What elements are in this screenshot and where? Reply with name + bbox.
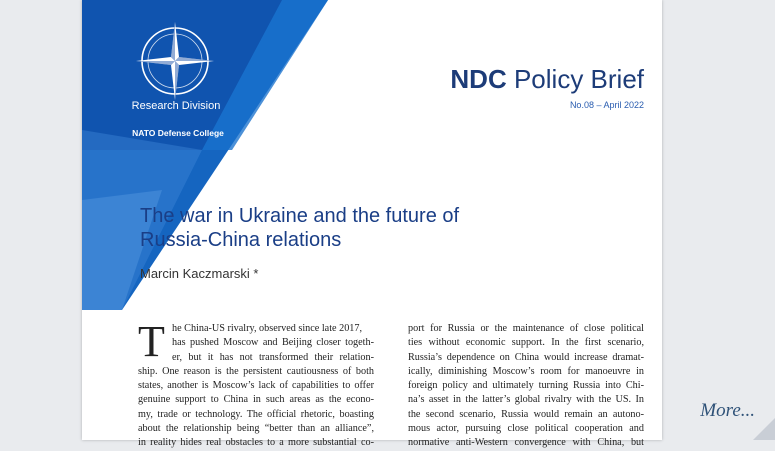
title-line: The war in Ukraine and the future of <box>140 205 460 227</box>
author-name: Marcin Kaczmarski * <box>140 266 259 281</box>
body-line: normative anti-Western convergence with China, but <box>408 437 644 449</box>
body-line: port for Russia or the maintenance of close political <box>408 323 644 334</box>
body-column-left <box>138 317 374 451</box>
body-line: my, trade or technology. The official rhetoric, boasting <box>138 408 374 420</box>
body-line: ship. One reason is the persistent cautiousness of both <box>138 365 374 377</box>
brand-strong: NDC <box>450 64 507 94</box>
article-title <box>140 204 580 252</box>
body-line: in reality hides real obstacles to a more substantial co- <box>138 437 374 449</box>
title-line: Russia-China relations <box>140 229 342 251</box>
body-line: about the relationship being “better than an alliance”, <box>138 423 374 435</box>
brand-title <box>450 64 644 95</box>
page-curl-icon <box>753 418 775 440</box>
body-line: states, another is Moscow’s lack of capabilities to offer <box>138 380 374 392</box>
body-line: the second scenario, Russia would remain an autono- <box>408 408 644 420</box>
body-line: ically, diminishing Moscow’s room for manoeuvre in <box>408 365 644 377</box>
body-line: mous actor, pursuing close political cooperation and <box>408 423 644 435</box>
body-column-right <box>408 322 644 451</box>
research-division-label: Research Division <box>131 100 221 112</box>
more-link[interactable]: More... <box>700 400 755 421</box>
issue-number: No.08 – April 2022 <box>569 100 644 110</box>
brand-rest: Policy Brief <box>506 64 644 94</box>
body-line: er, but it has not transformed their relation- <box>172 351 374 363</box>
body-line: genuine support to China in such areas as the econo- <box>138 394 374 406</box>
college-label: NATO Defense College <box>132 128 224 138</box>
body-line: he China-US rivalry, observed since late 2017, <box>172 323 363 334</box>
body-line: Russia’s dependence on China would increase dramat- <box>408 351 644 363</box>
body-line: has pushed Moscow and Beijing closer togeth- <box>172 337 374 349</box>
body-line: ties without economic support. In the first scenario, <box>408 337 644 349</box>
document-page <box>82 0 662 449</box>
drop-cap: T <box>138 317 165 366</box>
nato-star-icon <box>134 20 216 102</box>
body-line: na’s asset in the latter’s global rivalry with the US. In <box>408 394 644 406</box>
body-line: foreign policy and ultimately turning Russia into Chi- <box>408 380 644 392</box>
